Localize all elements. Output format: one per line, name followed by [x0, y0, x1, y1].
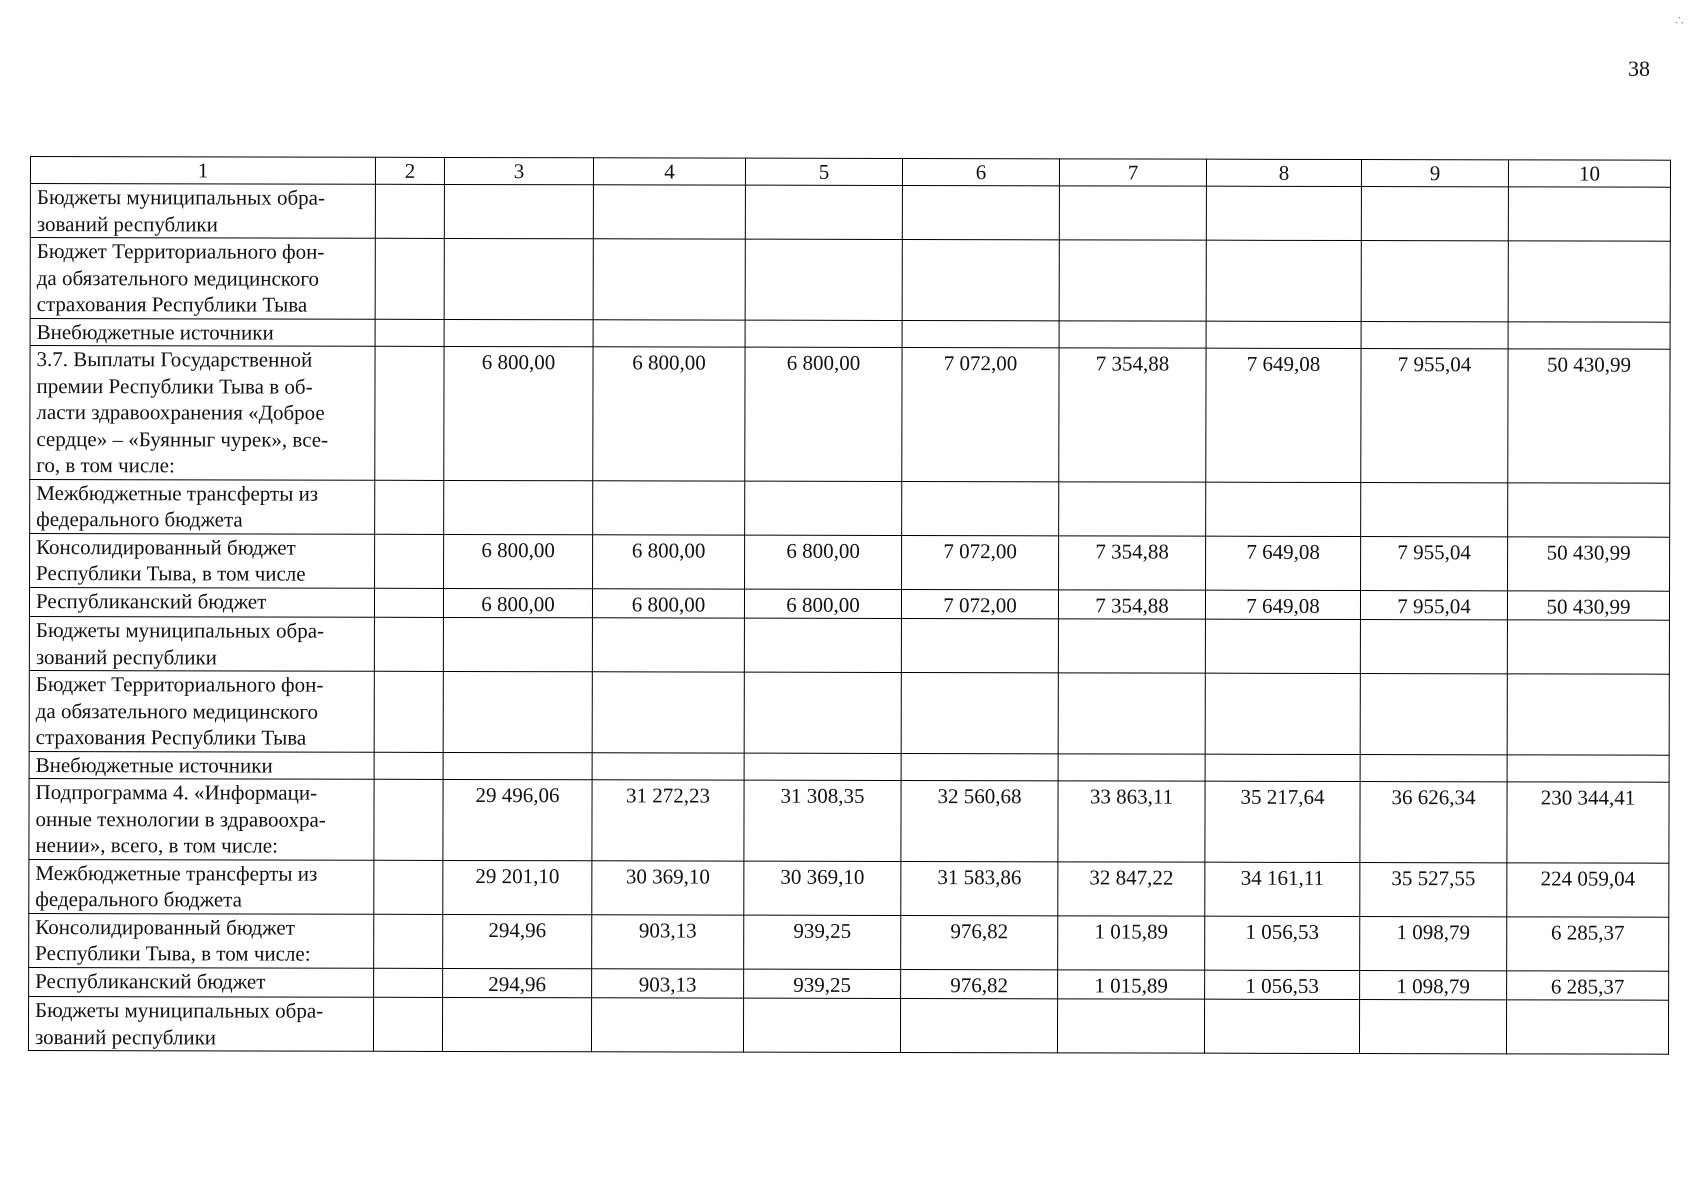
cell-col-10 — [1506, 1000, 1668, 1054]
cell-col-4 — [593, 239, 745, 320]
cell-col-2 — [374, 914, 443, 968]
cell-col-6: 31 583,86 — [901, 861, 1058, 915]
cell-col-5 — [743, 998, 900, 1052]
cell-col-5: 939,25 — [744, 915, 901, 969]
cell-col-7 — [1057, 999, 1204, 1053]
cell-col-2 — [375, 480, 444, 534]
cell-col-6 — [901, 753, 1058, 781]
cell-col-9 — [1361, 241, 1508, 322]
table-row — [29, 587, 1669, 620]
cell-col-9: 1 098,79 — [1360, 970, 1507, 1000]
cell-col-10: 6 285,37 — [1507, 970, 1669, 1000]
cell-col-10: 224 059,04 — [1507, 862, 1669, 916]
row-label-line: Бюджеты муниципальных обра- — [35, 998, 324, 1023]
cell-col-4 — [593, 480, 745, 534]
row-label-line: зований республики — [35, 644, 217, 669]
row-label-line: Внебюджетные источники — [35, 752, 273, 778]
cell-col-6: 7 072,00 — [902, 535, 1059, 589]
cell-col-2 — [375, 184, 444, 238]
cell-col-6: 7 072,00 — [901, 589, 1058, 619]
cell-col-3 — [442, 997, 591, 1051]
row-label-line: Республиканский бюджет — [35, 588, 267, 614]
row-label-line: онные технологии в здравоохра- — [35, 806, 326, 832]
table-row — [29, 859, 1669, 917]
cell-col-3 — [443, 752, 592, 780]
row-label-line: Подпрограмма 4. «Информаци- — [35, 780, 318, 805]
cell-col-7 — [1059, 186, 1206, 240]
cell-col-4 — [591, 998, 743, 1052]
row-label-line: Бюджет Территориального фон- — [35, 672, 324, 697]
row-label-line: да обязательного медицинского — [35, 698, 319, 724]
cell-col-8 — [1205, 619, 1360, 673]
table-row — [29, 670, 1669, 754]
cell-col-10 — [1508, 241, 1670, 322]
row-label-line: 3.7. Выплаты Государственной — [36, 347, 313, 372]
row-label-line: премии Республики Тыва в об- — [36, 373, 313, 399]
row-label-line: зований республики — [36, 211, 218, 236]
cell-col-2 — [374, 860, 443, 914]
cell-col-4 — [592, 672, 744, 753]
cell-col-2 — [373, 997, 442, 1051]
cell-col-9: 1 098,79 — [1360, 916, 1507, 970]
cell-col-7 — [1058, 673, 1205, 754]
cell-col-4 — [592, 752, 744, 780]
cell-col-5 — [745, 481, 902, 535]
cell-col-8 — [1206, 186, 1361, 240]
row-label-line: сердце» – «Буянныг чурек», все- — [36, 426, 329, 452]
cell-col-6 — [901, 672, 1058, 753]
column-header-5: 5 — [745, 158, 902, 185]
row-label-line: федерального бюджета — [36, 507, 243, 532]
cell-col-2 — [374, 752, 443, 780]
row-label — [29, 616, 374, 671]
table-row — [28, 996, 1668, 1054]
cell-col-4: 903,13 — [592, 914, 744, 968]
column-header-2: 2 — [375, 157, 444, 184]
row-label — [30, 238, 375, 319]
cell-col-8 — [1206, 482, 1361, 536]
table-row — [30, 346, 1670, 483]
cell-col-9: 36 626,34 — [1360, 782, 1507, 863]
cell-col-6: 976,82 — [901, 969, 1058, 999]
row-label-line: го, в том числе: — [36, 453, 175, 478]
cell-col-6: 7 072,00 — [902, 347, 1059, 481]
scan-corner-mark: ∴ — [1675, 14, 1685, 29]
row-label-line: Внебюджетные источники — [36, 319, 274, 345]
cell-col-10: 50 430,99 — [1508, 536, 1670, 590]
cell-col-5: 30 369,10 — [744, 861, 901, 915]
row-label — [29, 913, 374, 968]
cell-col-9 — [1361, 187, 1508, 241]
cell-col-3 — [443, 671, 592, 752]
cell-col-6 — [902, 320, 1059, 348]
cell-col-3: 6 800,00 — [443, 588, 592, 618]
row-label-line: Консолидированный бюджет — [36, 534, 296, 560]
cell-col-7 — [1059, 320, 1206, 348]
cell-col-3 — [444, 238, 593, 319]
cell-col-9 — [1360, 674, 1507, 755]
row-label-line: Межбюджетные трансферты из — [36, 480, 319, 506]
cell-col-8: 7 649,08 — [1205, 590, 1360, 620]
cell-col-10: 230 344,41 — [1507, 782, 1669, 863]
column-header-6: 6 — [902, 158, 1059, 185]
row-label — [30, 346, 375, 480]
cell-col-4 — [593, 185, 745, 239]
cell-col-3 — [444, 480, 593, 534]
row-label-line: Республиканский бюджет — [35, 968, 266, 994]
table-row — [30, 318, 1670, 349]
cell-col-10 — [1508, 187, 1670, 241]
cell-col-8: 34 161,11 — [1205, 862, 1360, 916]
cell-col-10: 50 430,99 — [1508, 349, 1670, 483]
cell-col-8 — [1206, 321, 1361, 349]
cell-col-4: 6 800,00 — [593, 534, 745, 588]
column-header-4: 4 — [593, 158, 745, 185]
cell-col-8 — [1205, 754, 1360, 782]
row-label — [29, 967, 374, 997]
column-header-7: 7 — [1059, 159, 1206, 186]
cell-col-5 — [745, 239, 902, 320]
cell-col-8 — [1206, 240, 1361, 321]
cell-col-9: 7 955,04 — [1360, 590, 1507, 620]
cell-col-5 — [744, 672, 901, 753]
table-row — [29, 967, 1669, 1000]
cell-col-3 — [444, 319, 593, 347]
cell-col-4: 31 272,23 — [592, 780, 744, 861]
row-label — [30, 184, 375, 239]
cell-col-4: 6 800,00 — [593, 347, 745, 481]
column-header-10: 10 — [1508, 160, 1670, 187]
column-header-9: 9 — [1361, 160, 1508, 187]
cell-col-5: 6 800,00 — [744, 589, 901, 619]
cell-col-5 — [745, 320, 902, 348]
cell-col-2 — [375, 319, 444, 347]
cell-col-6 — [902, 481, 1059, 535]
cell-col-10: 6 285,37 — [1507, 916, 1669, 970]
cell-col-10 — [1507, 754, 1669, 782]
cell-col-4: 30 369,10 — [592, 860, 744, 914]
cell-col-8: 1 056,53 — [1205, 916, 1360, 970]
table-row — [30, 184, 1670, 242]
row-label-line: страхования Республики Тыва — [35, 725, 307, 750]
cell-col-7: 7 354,88 — [1059, 348, 1206, 482]
cell-col-3: 294,96 — [443, 968, 592, 998]
cell-col-8: 1 056,53 — [1205, 970, 1360, 1000]
cell-col-3: 294,96 — [443, 914, 592, 968]
row-label-line: нении», всего, в том числе: — [35, 833, 278, 858]
cell-col-2 — [374, 779, 443, 860]
cell-col-8 — [1205, 673, 1360, 754]
cell-col-9 — [1359, 1000, 1506, 1054]
row-label — [29, 670, 374, 751]
cell-col-4 — [592, 618, 744, 672]
cell-col-9 — [1361, 321, 1508, 349]
cell-col-10: 50 430,99 — [1507, 590, 1669, 620]
cell-col-2 — [374, 588, 443, 618]
column-header-3: 3 — [444, 157, 593, 184]
table-row — [30, 238, 1670, 322]
row-label-line: Бюджеты муниципальных обра- — [36, 185, 326, 210]
row-label — [29, 778, 374, 859]
row-label-line: да обязательного медицинского — [36, 265, 320, 291]
row-label-line: Консолидированный бюджет — [35, 914, 295, 940]
budget-table — [28, 156, 1671, 1055]
cell-col-3 — [443, 617, 592, 671]
page-number: 38 — [1628, 56, 1650, 81]
cell-col-9: 7 955,04 — [1361, 349, 1508, 483]
table-body — [28, 184, 1670, 1055]
cell-col-7 — [1058, 619, 1205, 673]
cell-col-9: 7 955,04 — [1361, 536, 1508, 590]
row-label-line: страхования Республики Тыва — [36, 292, 308, 317]
row-label-line: Республики Тыва, в том числе — [36, 561, 306, 586]
cell-col-10 — [1508, 482, 1670, 536]
row-label — [29, 751, 374, 779]
cell-col-5: 31 308,35 — [744, 780, 901, 861]
cell-col-6: 32 560,68 — [901, 780, 1058, 861]
cell-col-4: 903,13 — [592, 968, 744, 998]
cell-col-10 — [1507, 674, 1669, 755]
cell-col-6: 976,82 — [901, 915, 1058, 969]
row-label-line: Республики Тыва, в том числе: — [35, 941, 311, 966]
cell-col-8 — [1204, 999, 1359, 1053]
cell-col-3: 29 496,06 — [443, 779, 592, 860]
cell-col-7 — [1059, 240, 1206, 321]
row-label — [29, 587, 374, 617]
cell-col-7: 7 354,88 — [1058, 589, 1205, 619]
cell-col-5 — [744, 618, 901, 672]
table-row — [30, 479, 1670, 537]
cell-col-3: 6 800,00 — [444, 346, 593, 480]
column-header-8: 8 — [1206, 159, 1361, 186]
cell-col-4: 6 800,00 — [592, 588, 744, 618]
cell-col-2 — [375, 238, 444, 319]
cell-col-7: 32 847,22 — [1058, 861, 1205, 915]
column-header-1: 1 — [30, 157, 375, 185]
cell-col-10 — [1508, 321, 1670, 349]
cell-col-10 — [1507, 620, 1669, 674]
cell-col-3 — [444, 184, 593, 238]
cell-col-5: 939,25 — [744, 969, 901, 999]
cell-col-9 — [1361, 482, 1508, 536]
row-label-line: ласти здравоохранения «Доброе — [36, 400, 325, 425]
row-label-line: зований республики — [34, 1024, 217, 1049]
cell-col-7: 1 015,89 — [1058, 915, 1205, 969]
table-row — [29, 778, 1669, 862]
cell-col-7: 33 863,11 — [1058, 781, 1205, 862]
cell-col-9 — [1360, 754, 1507, 782]
cell-col-5: 6 800,00 — [745, 347, 902, 481]
table-row — [29, 751, 1669, 782]
cell-col-8: 7 649,08 — [1206, 536, 1361, 590]
cell-col-5 — [745, 185, 902, 239]
cell-col-7: 1 015,89 — [1058, 969, 1205, 999]
cell-col-5: 6 800,00 — [745, 535, 902, 589]
table-row — [29, 913, 1669, 971]
cell-col-2 — [375, 534, 444, 588]
cell-col-7 — [1059, 481, 1206, 535]
row-label — [30, 479, 375, 534]
header-row — [30, 157, 1670, 188]
row-label-line: Бюджеты муниципальных обра- — [35, 618, 325, 643]
table-row — [30, 533, 1670, 591]
cell-col-6 — [902, 239, 1059, 320]
cell-col-2 — [374, 617, 443, 671]
row-label-line: федерального бюджета — [35, 887, 242, 912]
cell-col-2 — [375, 346, 444, 480]
cell-col-6 — [900, 998, 1057, 1052]
cell-col-2 — [374, 671, 443, 752]
row-label-line: Бюджет Территориального фон- — [36, 239, 325, 264]
row-label — [30, 318, 375, 346]
cell-col-9 — [1360, 620, 1507, 674]
cell-col-2 — [374, 968, 443, 998]
cell-col-6 — [901, 618, 1058, 672]
cell-col-7 — [1058, 753, 1205, 781]
cell-col-3: 29 201,10 — [443, 860, 592, 914]
row-label — [30, 533, 375, 588]
cell-col-3: 6 800,00 — [444, 534, 593, 588]
cell-col-7: 7 354,88 — [1059, 535, 1206, 589]
cell-col-4 — [593, 319, 745, 347]
cell-col-8: 7 649,08 — [1206, 348, 1361, 482]
row-label — [28, 996, 373, 1051]
row-label — [29, 859, 374, 914]
cell-col-8: 35 217,64 — [1205, 781, 1360, 862]
table-row — [29, 616, 1669, 674]
cell-col-6 — [902, 185, 1059, 239]
cell-col-5 — [744, 753, 901, 781]
cell-col-9: 35 527,55 — [1360, 862, 1507, 916]
row-label-line: Межбюджетные трансферты из — [35, 860, 318, 886]
